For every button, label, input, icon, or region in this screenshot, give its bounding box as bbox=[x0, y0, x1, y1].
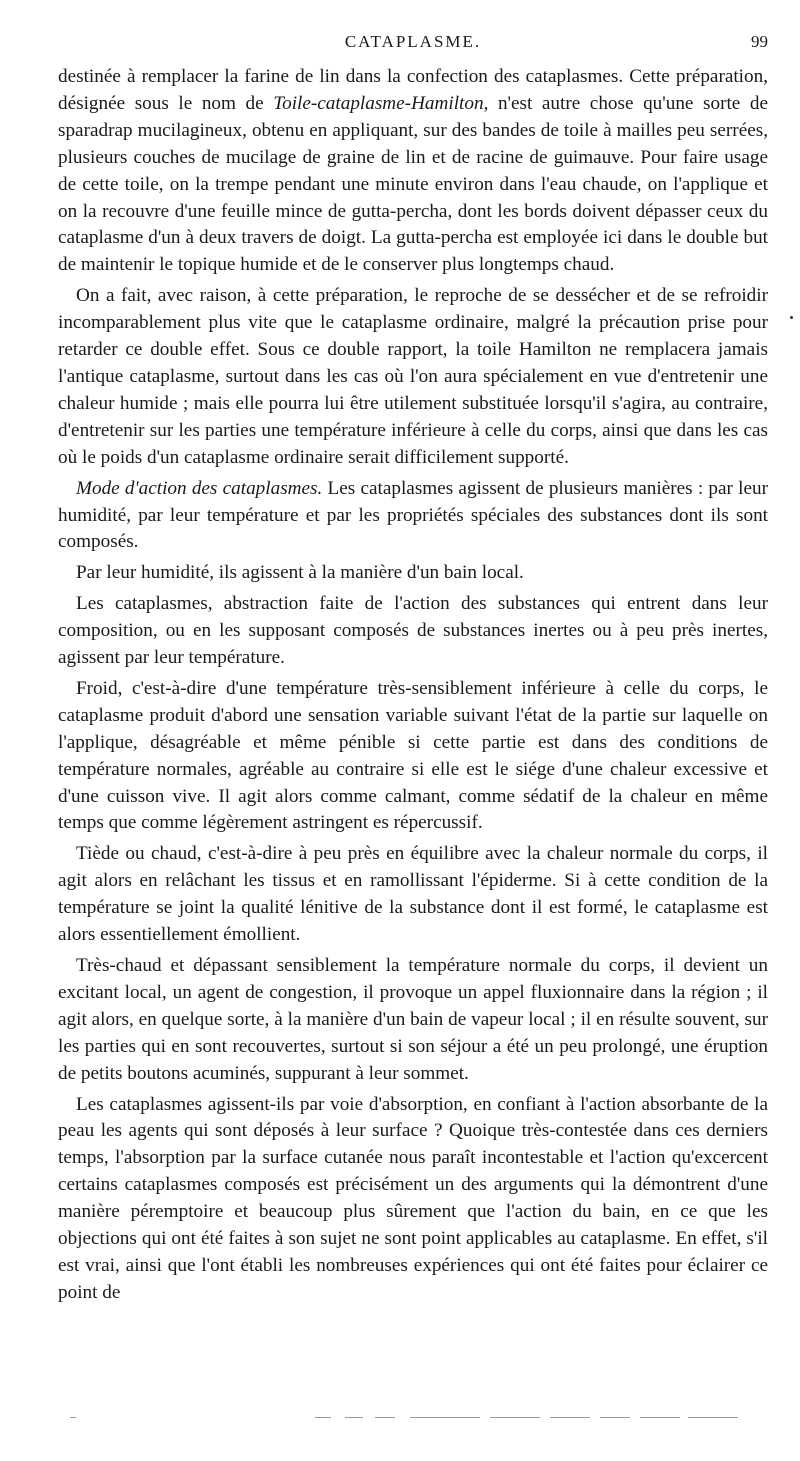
page-number: 99 bbox=[751, 32, 768, 51]
print-speck bbox=[790, 316, 793, 319]
paragraph: Très-chaud et dépassant sensiblement la température normale du corps, il devient un excitant local, un agent de congestion, il provoque un appel fluxionnaire dans la région ; il agit alors, en quelque sorte, à la manière d'un bain de vapeur local ; il en résulte souvent, sur les parties qui en sont recouvertes, surtout si son séjour a été un peu prolongé, une éruption de petits boutons acuminés, suppurant à leur sommet. bbox=[58, 955, 768, 1084]
paragraph: Froid, c'est-à-dire d'une température très-sensiblement inférieure à celle du corps, le cataplasme produit d'abord une sensation variable suivant l'état de la partie sur laquelle on l'applique, désagréable et même pénible si cette partie est dans des conditions de température normales, agréable au contraire si elle est le siége d'une chaleur excessive et d'une cuisson vive. Il agit alors comme calmant, comme sédatif de la chaleur en même temps que comme légèrement astringent es répercussif. bbox=[58, 677, 768, 834]
running-header bbox=[58, 28, 768, 56]
paragraph-continuation bbox=[58, 64, 768, 279]
paragraph: Tiède ou chaud, c'est-à-dire à peu près en équilibre avec la chaleur normale du corps, il agit alors en relâchant les tissus et en ramollissant l'épiderme. Si à cette condition de la température se joint la qualité lénitive de la substance dont il est formé, le cataplasme est alors essentiellement émollient. bbox=[58, 843, 768, 946]
paragraph-text: Les cataplasmes agissent de plusieurs manières : par leur humidité, par leur température et par les propriétés spéciales des substances dont ils sont composés. bbox=[58, 477, 769, 553]
paragraph: On a fait, avec raison, à cette préparation, le reproche de se dessécher et de se refroidir incomparablement plus vite que le cataplasme ordinaire, malgré la précaution prise pour retarder ce double effet. Sous ce double rapport, la toile Hamilton ne remplacera jamais l'antique cataplasme, surtout dans les cas où l'on aura spécialement en vue d'entretenir une chaleur humide ; mais elle pourra lui être utilement substituée lorsqu'il s'agira, au contraire, d'entretenir sur les parties une température inférieure à celle du corps, ainsi que dans les cas où le poids d'un cataplasme ordinaire serait difficilement supporté. bbox=[58, 285, 768, 468]
running-title: CATAPLASME. bbox=[344, 32, 482, 51]
book-page bbox=[58, 28, 768, 1311]
italic-term: Toile-cataplasme-Hamilton bbox=[273, 92, 484, 114]
paragraph: Par leur humidité, ils agissent à la manière d'un bain local. bbox=[76, 562, 524, 584]
bleed-through-marks bbox=[70, 1414, 760, 1422]
paragraph-text: destinée à remplacer la farine de lin dans la confection des cataplasmes. Cette préparation, désignée sous le nom de bbox=[58, 66, 768, 114]
body-text bbox=[58, 64, 768, 1307]
paragraph-text: , n'est autre chose qu'une sorte de sparadrap mucilagineux, obtenu en appliquant, sur des bandes de toile à mailles peu serrées, plusieurs couches de mucilage de graine de lin et de racine de guimauve. Pour faire usage de cette toile, on la trempe pendant une minute environ dans l'eau chaude, on l'applique et on la recouvre d'une feuille mince de gutta-percha, dont les bords doivent dépasser ceux du cataplasme d'un à deux travers de doigt. La gutta-percha est employée ici dans le double but de maintenir le topique humide et de le conserver plus longtemps chaud. bbox=[58, 92, 768, 276]
section-heading: Mode d'action des cataplasmes. bbox=[76, 477, 323, 499]
section-paragraph bbox=[58, 476, 768, 557]
paragraph: Les cataplasmes agissent-ils par voie d'absorption, en confiant à l'action absorbante de la peau les agents qui sont déposés à leur surface ? Quoique très-contestée dans ces derniers temps, l'absorption par la surface cutanée nous paraît incontestable et l'action qu'excercent certains cataplasmes composés est précisément un des arguments qui la démontrent d'une manière péremptoire et beaucoup plus sûrement que l'action du bain, en ce que les objections qui ont été faites à son sujet ne sont point applicables au cataplasme. En effet, s'il est vrai, ainsi que l'ont établi les nombreuses expériences qui ont été faites pour éclairer ce point de bbox=[58, 1093, 768, 1303]
paragraph: Les cataplasmes, abstraction faite de l'action des substances qui entrent dans leur composition, ou en les supposant composés de substances inertes ou à peu près inertes, agissent par leur température. bbox=[58, 593, 768, 669]
